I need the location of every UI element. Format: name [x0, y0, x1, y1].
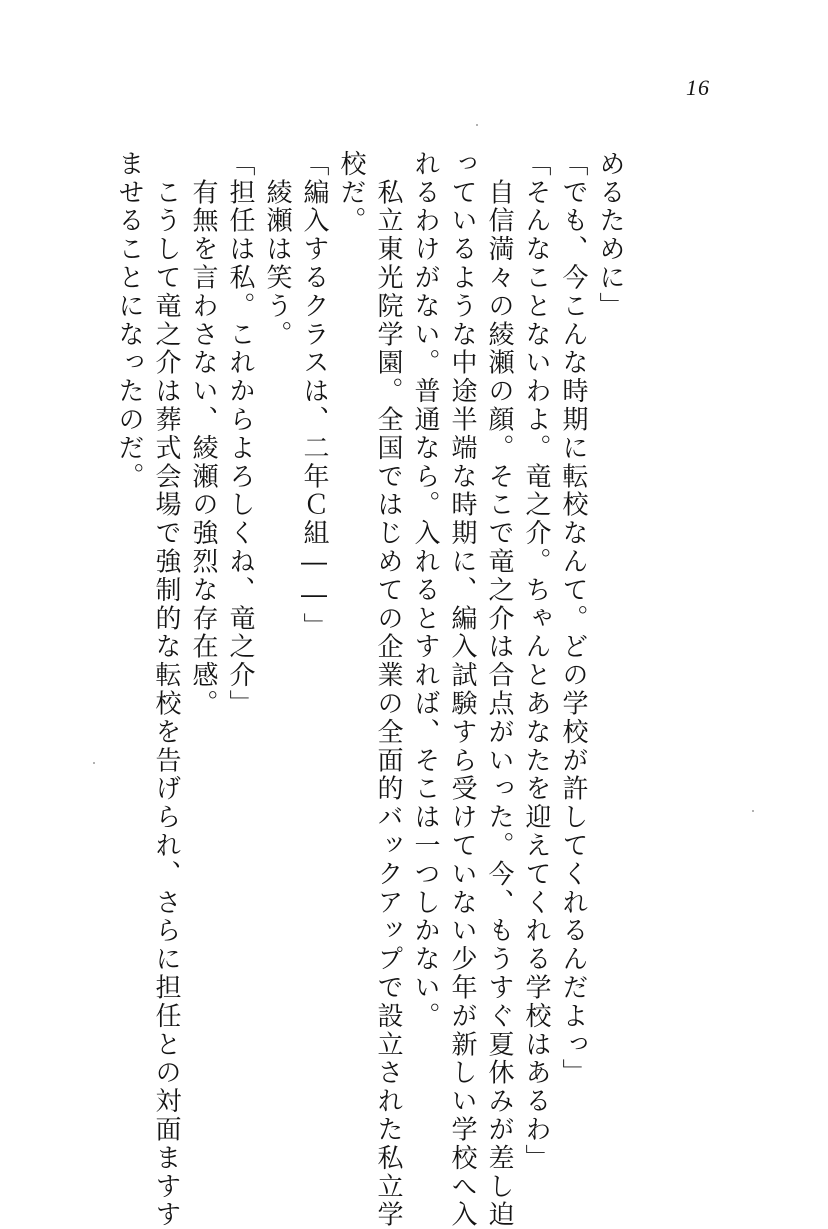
text-column: っているような中途半端な時期に、編入試験すら受けていない少年が新しい学校へ入 [447, 150, 477, 1229]
text-column: 校だ。 [336, 150, 366, 236]
text-column: 「でも、今こんな時期に転校なんて。どの学校が許してくれるんだよっ」 [558, 150, 588, 1088]
text-column: こうして竜之介は葬式会場で強制的な転校を告げられ、さらに担任との対面ますす [151, 150, 181, 1229]
body-text [110, 150, 628, 1229]
text-column: 綾瀬は笑う。 [262, 150, 292, 349]
page-number: 16 [686, 75, 710, 100]
text-column: 「担任は私。これからよろしくね、竜之介」 [225, 150, 255, 718]
scan-speck [93, 762, 95, 764]
text-column: 有無を言わさない、綾瀬の強烈な存在感。 [188, 150, 218, 718]
text-column: ませることになったのだ。 [114, 150, 144, 491]
text-column: めるために」 [595, 150, 625, 321]
text-column: 自信満々の綾瀬の顔。そこで竜之介は合点がいった。今、もうすぐ夏休みが差し迫 [484, 150, 514, 1229]
text-column: 「そんなことないわよ。竜之介。ちゃんとあなたを迎えてくれる学校はあるわ」 [521, 150, 551, 1173]
scan-speck [476, 124, 478, 126]
text-column: 「編入するクラスは、二年Ｃ組――」 [299, 150, 329, 641]
text-column: れるわけがない。普通なら。入れるとすれば、そこは一つしかない。 [410, 150, 440, 1031]
scan-speck [752, 810, 754, 812]
text-column: 私立東光院学園。全国ではじめての企業の全面的バックアップで設立された私立学 [373, 150, 403, 1229]
